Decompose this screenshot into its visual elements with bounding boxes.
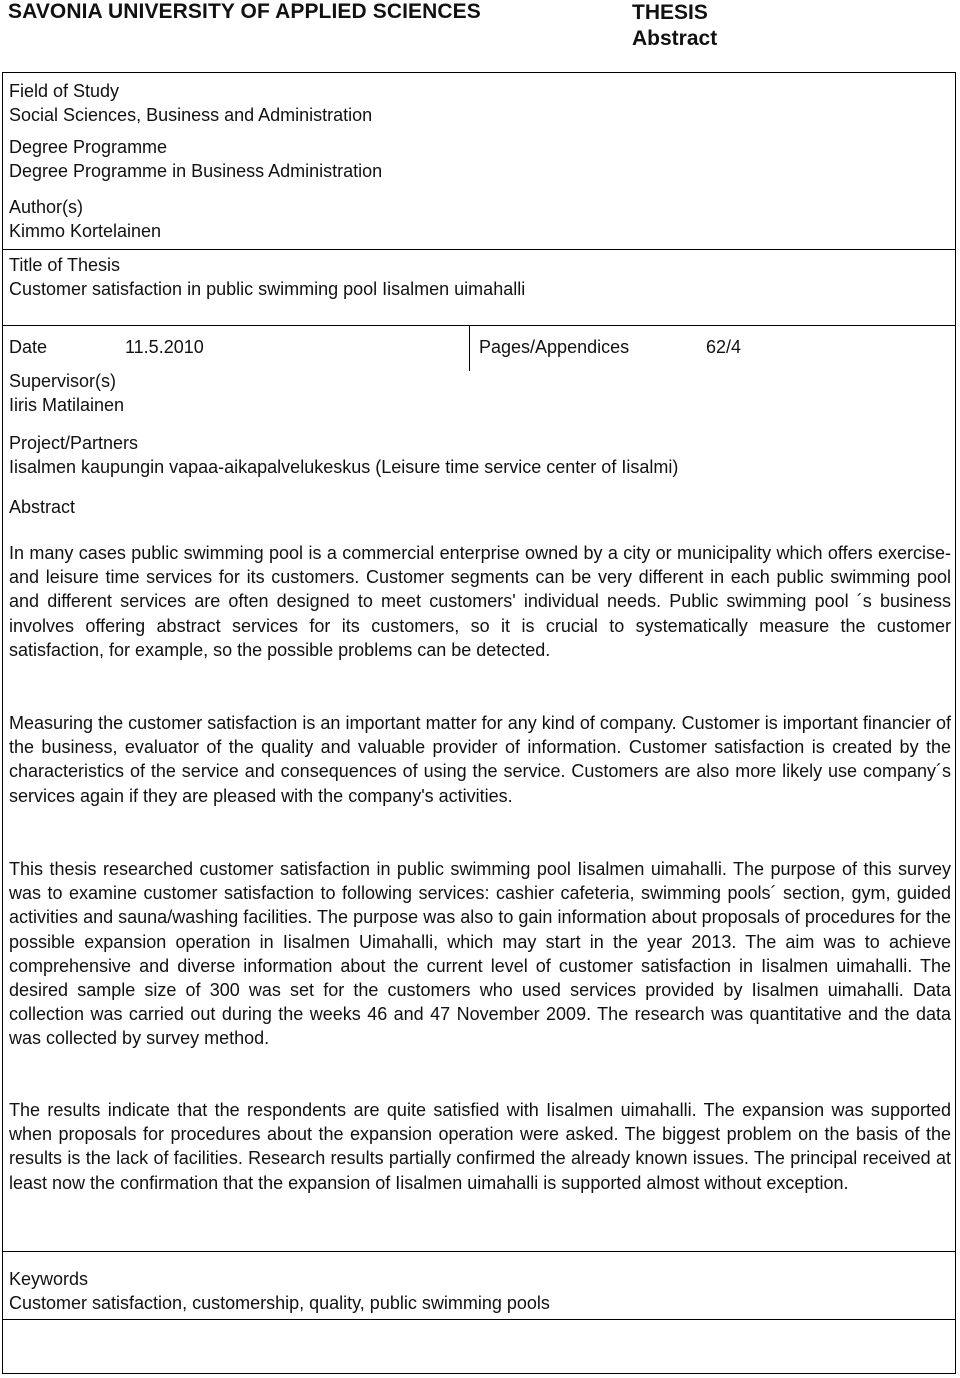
author-label: Author(s) [9,197,84,217]
university-name: SAVONIA UNIVERSITY OF APPLIED SCIENCES [8,0,481,23]
date-value: 11.5.2010 [125,337,204,357]
partners-label: Project/Partners [9,433,139,453]
supervisor-label: Supervisor(s) [9,371,117,391]
rule-bottom [3,1319,955,1320]
date-label: Date [9,337,48,357]
keywords-value: Customer satisfaction, customership, quality, public swimming pools [9,1293,550,1313]
rule-keywords [3,1251,955,1252]
pages-value: 62/4 [706,337,742,357]
field-of-study-label: Field of Study [9,81,120,101]
author-value: Kimmo Kortelainen [9,221,162,241]
rule-date-divider [469,325,470,371]
thesis-label: THESIS [632,1,708,24]
rule-title [3,249,955,250]
title-value: Customer satisfaction in public swimming pool Iisalmen uimahalli [9,279,526,299]
abstract-paragraph-3: This thesis researched customer satisfaction in public swimming pool Iisalmen uimahalli. The purpose of this survey was to examine customer satisfaction to following services: cashier cafeteria, swimming pools´ section, gym, guided activities and sauna/washing facilities. The purpose was also to gain information about proposals of procedures for the possible expansion operation in Iisalmen Uimahalli, which may start in the year 2013. The aim was to achieve comprehensive and diverse information about the current level of customer satisfaction in Iisalmen uimahalli. The desired sample size of 300 was set for the customers who used services provided by Iisalmen uimahalli. Data collection was carried out during the weeks 46 and 47 November 2009. The research was quantitative and the data was collected by survey method. [9,859,951,1049]
field-of-study-value: Social Sciences, Business and Administration [9,105,373,125]
supervisor-value: Iiris Matilainen [9,395,125,415]
rule-date [3,325,955,326]
abstract-paragraph-1: In many cases public swimming pool is a commercial enterprise owned by a city or municipality which offers exercise- and leisure time services for its customers. Customer segments can be very different in each public swimming pool and different services are often designed to meet customers' individual needs. Public swimming pool ´s business involves offering abstract services for its customers, so it is crucial to systematically measure the customer satisfaction, for example, so the possible problems can be detected. [9,543,951,660]
abstract-paragraph-2: Measuring the customer satisfaction is an important matter for any kind of company. Customer is important financier of the business, evaluator of the quality and valuable provider of information. Customer satisfaction is created by the characteristics of the service and consequences of using the service. Customers are also more likely use company´s services again if they are pleased with the company's activities. [9,713,951,806]
pages-label: Pages/Appendices [479,337,630,357]
degree-programme-value: Degree Programme in Business Administration [9,161,383,181]
degree-programme-label: Degree Programme [9,137,168,157]
abstract-form [2,72,956,1374]
abstract-heading: Abstract [632,27,718,50]
document-type [632,0,717,52]
partners-value: Iisalmen kaupungin vapaa-aikapalvelukeskus (Leisure time service center of Iisalmi) [9,457,679,477]
abstract-label: Abstract [9,497,76,517]
title-label: Title of Thesis [9,255,121,275]
keywords-label: Keywords [9,1269,89,1289]
abstract-paragraph-4: The results indicate that the respondents are quite satisfied with Iisalmen uimahalli. The expansion was supported when proposals for procedures about the expansion operation were asked. The biggest problem on the basis of the results is the lack of facilities. Research results partially confirmed the already known issues. The principal received at least now the confirmation that the expansion of Iisalmen uimahalli is supported almost without exception. [9,1100,951,1193]
